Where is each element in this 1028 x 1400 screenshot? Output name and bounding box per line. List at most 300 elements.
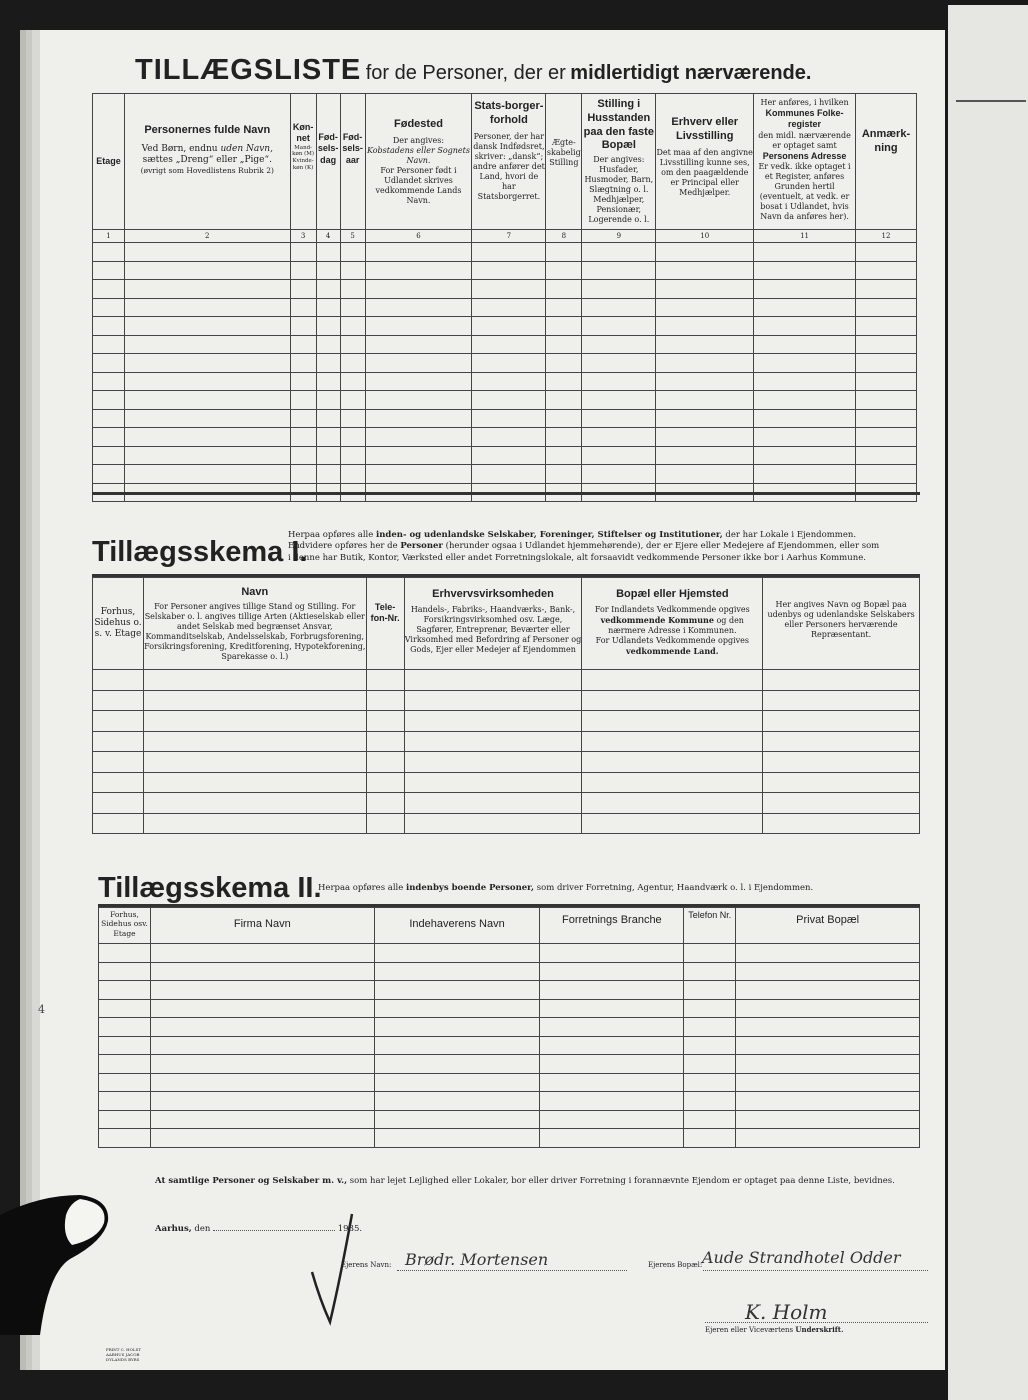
- table-cell[interactable]: [93, 752, 144, 773]
- table-cell[interactable]: [855, 409, 916, 428]
- table-cell[interactable]: [754, 391, 856, 410]
- skema1-line1b: inden- og udenlandske Selskaber, Foreninger, Stiftelser og Institutioner,: [376, 530, 723, 540]
- table-cell[interactable]: [540, 962, 684, 981]
- table-cell[interactable]: [546, 261, 582, 280]
- table-cell[interactable]: [366, 752, 404, 773]
- table-cell[interactable]: [93, 409, 125, 428]
- table-row: [99, 1129, 920, 1148]
- table-cell[interactable]: [684, 1055, 736, 1074]
- table-cell[interactable]: [93, 261, 125, 280]
- table-cell[interactable]: [290, 354, 316, 373]
- table-cell[interactable]: [656, 261, 754, 280]
- table-cell[interactable]: [316, 428, 340, 447]
- skema1-line1c: der har Lokale i Ejendommen.: [725, 530, 857, 540]
- table-cell[interactable]: [684, 999, 736, 1018]
- table-cell[interactable]: [316, 335, 340, 354]
- table-cell[interactable]: [340, 391, 365, 410]
- skema1-caption: [288, 530, 928, 564]
- table-cell[interactable]: [754, 465, 856, 484]
- table-cell[interactable]: [763, 752, 920, 773]
- table-cell[interactable]: [340, 243, 365, 262]
- table-cell[interactable]: [93, 335, 125, 354]
- table-cell[interactable]: [855, 465, 916, 484]
- table-cell[interactable]: [736, 1092, 920, 1111]
- table-cell[interactable]: [404, 813, 582, 834]
- table-cell[interactable]: [365, 446, 472, 465]
- table-cell[interactable]: [582, 446, 656, 465]
- table-cell[interactable]: [316, 465, 340, 484]
- table-cell[interactable]: [290, 409, 316, 428]
- table-cell[interactable]: [472, 261, 546, 280]
- table-cell[interactable]: [540, 1092, 684, 1111]
- table-cell[interactable]: [404, 711, 582, 732]
- table-cell[interactable]: [374, 1036, 540, 1055]
- table-cell[interactable]: [124, 428, 290, 447]
- table-cell[interactable]: [540, 999, 684, 1018]
- table-cell[interactable]: [93, 298, 125, 317]
- table-cell[interactable]: [546, 409, 582, 428]
- table-cell[interactable]: [404, 690, 582, 711]
- table-cell[interactable]: [754, 261, 856, 280]
- table-cell[interactable]: [754, 280, 856, 299]
- table-cell[interactable]: [316, 409, 340, 428]
- table-cell[interactable]: [340, 465, 365, 484]
- table-cell[interactable]: [93, 372, 125, 391]
- table-cell[interactable]: [540, 981, 684, 1000]
- skema1-col-residence-bold2: vedkommende Land.: [626, 645, 719, 656]
- table-cell[interactable]: [855, 428, 916, 447]
- table-cell[interactable]: [404, 670, 582, 691]
- skema2-table: [98, 907, 920, 1148]
- table-cell[interactable]: [99, 944, 151, 963]
- table-cell[interactable]: [365, 317, 472, 336]
- table-cell[interactable]: [472, 446, 546, 465]
- table-cell[interactable]: [684, 1110, 736, 1129]
- table-cell[interactable]: [150, 962, 374, 981]
- table-cell[interactable]: [582, 354, 656, 373]
- table-cell[interactable]: [150, 1073, 374, 1092]
- table-cell[interactable]: [124, 391, 290, 410]
- table-cell[interactable]: [290, 428, 316, 447]
- table-cell[interactable]: [656, 372, 754, 391]
- table-cell[interactable]: [855, 261, 916, 280]
- table-cell[interactable]: [736, 1018, 920, 1037]
- table-cell[interactable]: [150, 1110, 374, 1129]
- table-cell[interactable]: [582, 335, 656, 354]
- table-cell[interactable]: [93, 711, 144, 732]
- table-cell[interactable]: [374, 1129, 540, 1148]
- table-cell[interactable]: [93, 243, 125, 262]
- table-cell[interactable]: [316, 317, 340, 336]
- table-cell[interactable]: [582, 280, 656, 299]
- table-cell[interactable]: [93, 317, 125, 336]
- table-cell[interactable]: [99, 1129, 151, 1148]
- table-cell[interactable]: [374, 944, 540, 963]
- table-cell[interactable]: [290, 465, 316, 484]
- table-cell[interactable]: [736, 999, 920, 1018]
- table-cell[interactable]: [540, 1036, 684, 1055]
- table-cell[interactable]: [93, 354, 125, 373]
- table-cell[interactable]: [546, 335, 582, 354]
- table-cell[interactable]: [656, 446, 754, 465]
- table-cell[interactable]: [99, 981, 151, 1000]
- table-cell[interactable]: [374, 1073, 540, 1092]
- table-cell[interactable]: [93, 446, 125, 465]
- table-cell[interactable]: [582, 317, 656, 336]
- table-cell[interactable]: [316, 354, 340, 373]
- table-cell[interactable]: [472, 372, 546, 391]
- table-cell[interactable]: [150, 1036, 374, 1055]
- col-birthyear-title: Fød-sels-aar: [342, 132, 363, 165]
- table-cell[interactable]: [754, 446, 856, 465]
- table-cell[interactable]: [582, 465, 656, 484]
- table-cell[interactable]: [340, 409, 365, 428]
- table-cell[interactable]: [855, 243, 916, 262]
- table-cell[interactable]: [290, 335, 316, 354]
- table-cell[interactable]: [546, 317, 582, 336]
- table-cell[interactable]: [340, 261, 365, 280]
- table-cell[interactable]: [99, 1092, 151, 1111]
- skema1-col-name-text: For Personer angives tillige Stand og Stilling. For Selskaber o. l. angives tillige Arten (Aktieselskab eller andet Selskab med begrænset Ansvar, Kommanditselskab, Andelsselskab, Forbrugsforening, Forsikringsforening, Kreditforening, Hypotekforening, Sparekasse o. l.): [144, 601, 366, 661]
- table-cell[interactable]: [472, 280, 546, 299]
- table-cell[interactable]: [374, 981, 540, 1000]
- table-cell[interactable]: [546, 446, 582, 465]
- table-cell[interactable]: [763, 772, 920, 793]
- table-cell[interactable]: [124, 280, 290, 299]
- table-cell[interactable]: [290, 391, 316, 410]
- table-cell[interactable]: [93, 793, 144, 814]
- table-cell[interactable]: [855, 391, 916, 410]
- table-cell[interactable]: [365, 280, 472, 299]
- table-cell[interactable]: [855, 280, 916, 299]
- table1-bottom-rule: [92, 492, 920, 495]
- table-cell[interactable]: [472, 243, 546, 262]
- table-cell[interactable]: [472, 409, 546, 428]
- table-cell[interactable]: [124, 354, 290, 373]
- table-cell[interactable]: [290, 446, 316, 465]
- table-cell[interactable]: [736, 944, 920, 963]
- table-cell[interactable]: [143, 752, 366, 773]
- table-cell[interactable]: [143, 813, 366, 834]
- table-cell[interactable]: [540, 1129, 684, 1148]
- table-cell[interactable]: [656, 243, 754, 262]
- table-cell[interactable]: [340, 428, 365, 447]
- table-cell[interactable]: [546, 354, 582, 373]
- table-cell[interactable]: [366, 813, 404, 834]
- table-cell[interactable]: [472, 335, 546, 354]
- table-cell[interactable]: [472, 391, 546, 410]
- table-cell[interactable]: [656, 354, 754, 373]
- skema1-col-residence-text1: For Indlandets Vedkommende opgives: [594, 604, 750, 614]
- table-cell[interactable]: [365, 409, 472, 428]
- table-cell[interactable]: [93, 428, 125, 447]
- table-cell[interactable]: [365, 428, 472, 447]
- table-cell[interactable]: [366, 793, 404, 814]
- table-cell[interactable]: [340, 280, 365, 299]
- table-cell[interactable]: [99, 1110, 151, 1129]
- table-cell[interactable]: [582, 298, 656, 317]
- table-cell[interactable]: [404, 752, 582, 773]
- table-cell[interactable]: [656, 280, 754, 299]
- table-cell[interactable]: [143, 711, 366, 732]
- table-cell[interactable]: [340, 298, 365, 317]
- table-cell[interactable]: [365, 298, 472, 317]
- table-cell[interactable]: [754, 372, 856, 391]
- table-cell[interactable]: [99, 999, 151, 1018]
- table-cell[interactable]: [684, 1018, 736, 1037]
- table-cell[interactable]: [366, 731, 404, 752]
- table-cell[interactable]: [736, 962, 920, 981]
- col-marital-text: Ægte-skabelig Stilling: [546, 138, 581, 167]
- table-cell[interactable]: [124, 317, 290, 336]
- table-cell[interactable]: [684, 1129, 736, 1148]
- col-register-title2: Personens Adresse: [762, 150, 847, 161]
- table-cell[interactable]: [472, 428, 546, 447]
- table-cell[interactable]: [754, 298, 856, 317]
- table-cell[interactable]: [93, 690, 144, 711]
- table-cell[interactable]: [150, 1055, 374, 1074]
- table-cell[interactable]: [124, 261, 290, 280]
- table-cell[interactable]: [656, 428, 754, 447]
- table-row: [93, 793, 920, 814]
- table-cell[interactable]: [582, 261, 656, 280]
- table-cell[interactable]: [99, 1036, 151, 1055]
- table-cell[interactable]: [582, 813, 763, 834]
- table-cell[interactable]: [582, 243, 656, 262]
- column-number: 5: [340, 230, 365, 243]
- table-cell[interactable]: [150, 1092, 374, 1111]
- table-cell[interactable]: [582, 690, 763, 711]
- table-cell[interactable]: [93, 670, 144, 691]
- table-cell[interactable]: [540, 1110, 684, 1129]
- table-cell[interactable]: [150, 944, 374, 963]
- skema1-line3: i denne har Butik, Kontor, Værksted eller andet Forretningslokale, alt forsaavidt vedkommende Personer ikke bor i Aarhus Kommune.: [288, 552, 866, 563]
- table-cell[interactable]: [374, 999, 540, 1018]
- table-cell[interactable]: [472, 317, 546, 336]
- table-cell[interactable]: [404, 793, 582, 814]
- table-cell[interactable]: [374, 1018, 540, 1037]
- table-cell[interactable]: [99, 962, 151, 981]
- table-cell[interactable]: [736, 1036, 920, 1055]
- table-cell[interactable]: [143, 793, 366, 814]
- table-cell[interactable]: [290, 280, 316, 299]
- table-cell[interactable]: [150, 1018, 374, 1037]
- table-cell[interactable]: [316, 372, 340, 391]
- table-cell[interactable]: [582, 711, 763, 732]
- table-cell[interactable]: [684, 1036, 736, 1055]
- table-cell[interactable]: [99, 1073, 151, 1092]
- table-cell[interactable]: [340, 354, 365, 373]
- table-cell[interactable]: [99, 1018, 151, 1037]
- table-cell[interactable]: [754, 409, 856, 428]
- table-cell[interactable]: [546, 372, 582, 391]
- table-cell[interactable]: [290, 372, 316, 391]
- table-cell[interactable]: [340, 372, 365, 391]
- table-cell[interactable]: [150, 999, 374, 1018]
- table-cell[interactable]: [656, 335, 754, 354]
- table-row: [93, 298, 917, 317]
- table-cell[interactable]: [365, 354, 472, 373]
- table-cell[interactable]: [684, 981, 736, 1000]
- column-number: 7: [472, 230, 546, 243]
- table-cell[interactable]: [855, 317, 916, 336]
- table-cell[interactable]: [736, 1055, 920, 1074]
- table-cell[interactable]: [472, 298, 546, 317]
- table-cell[interactable]: [540, 1073, 684, 1092]
- table-cell[interactable]: [855, 446, 916, 465]
- table-cell[interactable]: [365, 335, 472, 354]
- table-cell[interactable]: [684, 944, 736, 963]
- table-cell[interactable]: [546, 391, 582, 410]
- table-cell[interactable]: [546, 280, 582, 299]
- signature-handwriting: K. Holm: [745, 1300, 828, 1324]
- table-cell[interactable]: [855, 335, 916, 354]
- table-cell[interactable]: [374, 1055, 540, 1074]
- table-cell[interactable]: [99, 1055, 151, 1074]
- table-cell[interactable]: [684, 1073, 736, 1092]
- table-cell[interactable]: [365, 465, 472, 484]
- table-cell[interactable]: [93, 813, 144, 834]
- table-cell[interactable]: [582, 409, 656, 428]
- table-cell[interactable]: [540, 1055, 684, 1074]
- table-cell[interactable]: [366, 690, 404, 711]
- table-cell[interactable]: [546, 298, 582, 317]
- table-cell[interactable]: [684, 1092, 736, 1111]
- table-cell[interactable]: [656, 409, 754, 428]
- table-cell[interactable]: [582, 428, 656, 447]
- table-cell[interactable]: [763, 670, 920, 691]
- table-cell[interactable]: [754, 354, 856, 373]
- table-cell[interactable]: [366, 670, 404, 691]
- table-cell[interactable]: [124, 335, 290, 354]
- col-name-title: Personernes fulde Navn: [144, 124, 271, 136]
- table-cell[interactable]: [150, 981, 374, 1000]
- table-cell[interactable]: [316, 261, 340, 280]
- table-cell[interactable]: [150, 1129, 374, 1148]
- table-cell[interactable]: [656, 298, 754, 317]
- table-cell[interactable]: [365, 372, 472, 391]
- table-cell[interactable]: [754, 428, 856, 447]
- table-cell[interactable]: [124, 465, 290, 484]
- table-row: [93, 243, 917, 262]
- table-cell[interactable]: [124, 446, 290, 465]
- table-cell[interactable]: [316, 280, 340, 299]
- table-cell[interactable]: [316, 446, 340, 465]
- table-cell[interactable]: [340, 446, 365, 465]
- table-cell[interactable]: [472, 354, 546, 373]
- table-cell[interactable]: [582, 372, 656, 391]
- table-cell[interactable]: [143, 670, 366, 691]
- skema2-col-floor: [99, 908, 151, 944]
- table-cell[interactable]: [93, 391, 125, 410]
- table-row: [99, 1073, 920, 1092]
- table-cell[interactable]: [124, 409, 290, 428]
- attestation-statement: [155, 1176, 945, 1187]
- table-cell[interactable]: [290, 298, 316, 317]
- col-birthday: [316, 94, 340, 230]
- table-cell[interactable]: [93, 731, 144, 752]
- table-cell[interactable]: [582, 772, 763, 793]
- table-cell[interactable]: [316, 243, 340, 262]
- table-cell[interactable]: [754, 335, 856, 354]
- table-cell[interactable]: [540, 1018, 684, 1037]
- table-cell[interactable]: [684, 962, 736, 981]
- table-cell[interactable]: [93, 465, 125, 484]
- table-cell[interactable]: [546, 465, 582, 484]
- table-cell[interactable]: [763, 793, 920, 814]
- skema1-col-residence-title: Bopæl eller Hjemsted: [616, 588, 729, 600]
- table-cell[interactable]: [124, 372, 290, 391]
- table-cell[interactable]: [540, 944, 684, 963]
- table-cell[interactable]: [546, 243, 582, 262]
- table-cell[interactable]: [365, 261, 472, 280]
- table-cell[interactable]: [763, 731, 920, 752]
- table-cell[interactable]: [855, 354, 916, 373]
- table-cell[interactable]: [290, 317, 316, 336]
- table-cell[interactable]: [124, 298, 290, 317]
- table-cell[interactable]: [736, 1129, 920, 1148]
- table-cell[interactable]: [736, 1073, 920, 1092]
- table-cell[interactable]: [316, 298, 340, 317]
- table-cell[interactable]: [404, 731, 582, 752]
- table-cell[interactable]: [340, 335, 365, 354]
- table-cell[interactable]: [656, 317, 754, 336]
- table-cell[interactable]: [656, 391, 754, 410]
- table-cell[interactable]: [365, 391, 472, 410]
- table-cell[interactable]: [754, 243, 856, 262]
- table-cell[interactable]: [656, 465, 754, 484]
- table-cell[interactable]: [582, 752, 763, 773]
- table-cell[interactable]: [582, 793, 763, 814]
- table-cell[interactable]: [472, 465, 546, 484]
- table-cell[interactable]: [143, 731, 366, 752]
- table-cell[interactable]: [754, 317, 856, 336]
- table-cell[interactable]: [143, 690, 366, 711]
- table-cell[interactable]: [855, 298, 916, 317]
- col-citizenship-title: Stats-borger-forhold: [474, 100, 544, 126]
- table-cell[interactable]: [290, 261, 316, 280]
- table-cell[interactable]: [763, 711, 920, 732]
- table-cell[interactable]: [582, 731, 763, 752]
- year-label: 1935.: [337, 1224, 363, 1234]
- table-cell[interactable]: [366, 711, 404, 732]
- table-cell[interactable]: [374, 1110, 540, 1129]
- table-cell[interactable]: [366, 772, 404, 793]
- table-cell[interactable]: [93, 772, 144, 793]
- table-cell[interactable]: [340, 317, 365, 336]
- table-cell[interactable]: [290, 243, 316, 262]
- table-cell[interactable]: [736, 981, 920, 1000]
- table-cell[interactable]: [855, 372, 916, 391]
- table-cell[interactable]: [374, 962, 540, 981]
- table-cell[interactable]: [143, 772, 366, 793]
- col-name-text2: sættes „Dreng“ eller „Pige“.: [142, 155, 272, 165]
- table-row: [99, 999, 920, 1018]
- den-label: den: [194, 1224, 211, 1234]
- table-cell[interactable]: [546, 428, 582, 447]
- table-cell[interactable]: [736, 1110, 920, 1129]
- table-cell[interactable]: [582, 391, 656, 410]
- table-cell[interactable]: [374, 1092, 540, 1111]
- table-cell[interactable]: [93, 280, 125, 299]
- table-cell[interactable]: [365, 243, 472, 262]
- table-cell[interactable]: [124, 243, 290, 262]
- table-cell[interactable]: [763, 690, 920, 711]
- table-cell[interactable]: [404, 772, 582, 793]
- table-cell[interactable]: [582, 670, 763, 691]
- table-cell[interactable]: [763, 813, 920, 834]
- table-cell[interactable]: [316, 391, 340, 410]
